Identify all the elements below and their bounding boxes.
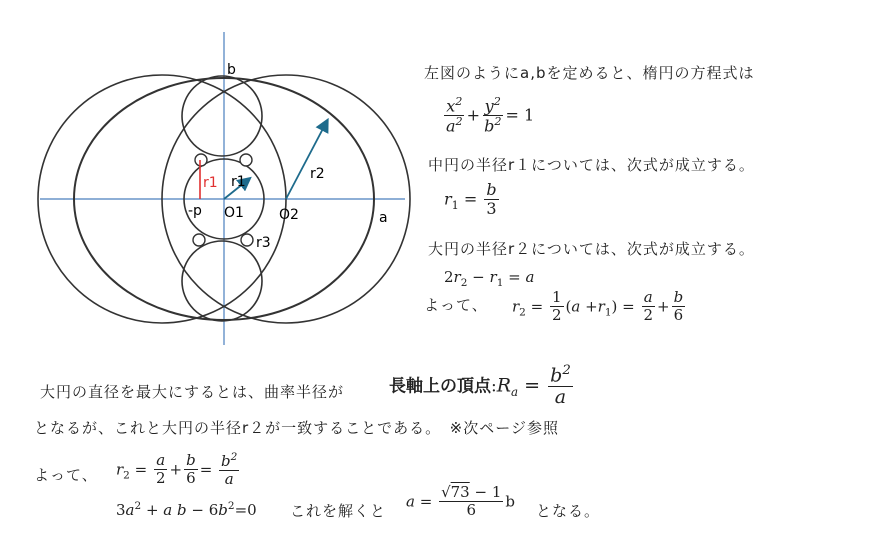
small-circle-bl (193, 234, 205, 246)
ellipse-circles-diagram (0, 0, 420, 360)
label-r1-red: r1 (203, 175, 218, 191)
small-circle-tl (195, 154, 207, 166)
label-b: b (227, 62, 236, 78)
quadratic-equation: $3a^2 + a$ $b - 6b^2=0$ (116, 500, 257, 519)
label-a: a (379, 210, 388, 226)
bold-label: 長軸上の頂点 (389, 376, 491, 397)
max-diameter-line: 大円の直径を最大にするとは、曲率半径が (40, 383, 345, 401)
large-radius-line: 大円の半径r２については、次式が成立する。 (428, 240, 755, 258)
r2-relation: $2r_2 - r_1 = a$ (444, 268, 535, 289)
r2-curvature-equation: $r_2$ = $\frac{a}{2}$ + $\frac{b}{6}$ = $\frac{b^2}{a}$ (116, 451, 238, 488)
label-O2: O2 (279, 207, 299, 223)
r1-equation: $r_1$ = $\frac{b}{3}$ (444, 180, 497, 218)
curvature-formula: 長軸上の頂点$:R_a$ = $\frac{b^2}{a}$ (389, 363, 571, 409)
match-line: となるが、これと大円の半径r２が一致することである。 ※次ページ参照 (34, 419, 559, 437)
medium-radius-line: 中円の半径r１については、次式が成立する。 (428, 156, 755, 174)
final-text: となる。 (536, 502, 601, 520)
label-r2: r2 (310, 166, 325, 182)
label-O1: O1 (224, 205, 244, 221)
label-r1: r1 (231, 174, 246, 190)
therefore-2: よって、 (34, 466, 98, 484)
label-r3: r3 (256, 235, 271, 251)
solution-equation: a = $\frac{√73 - 1}{6}$ b (406, 483, 515, 519)
r2-equation: $r_2$ = $\frac{1}{2}$ $(a +r_1)$ = $\frac{a}{2}$ + $\frac{b}{6}$ (512, 288, 684, 324)
solve-text: これを解くと (290, 502, 387, 520)
therefore-1: よって、 (424, 296, 488, 314)
small-circle-br (241, 234, 253, 246)
label-p: -p (188, 203, 202, 219)
ellipse-equation: $\frac{x^2}{a^2}$ + $\frac{y^2}{b^2}$ = 1 (446, 95, 535, 136)
r2-arrow (286, 121, 327, 199)
intro-line: 左図のようにa,bを定めると、楕円の方程式は (424, 64, 755, 82)
small-circle-tr (240, 154, 252, 166)
